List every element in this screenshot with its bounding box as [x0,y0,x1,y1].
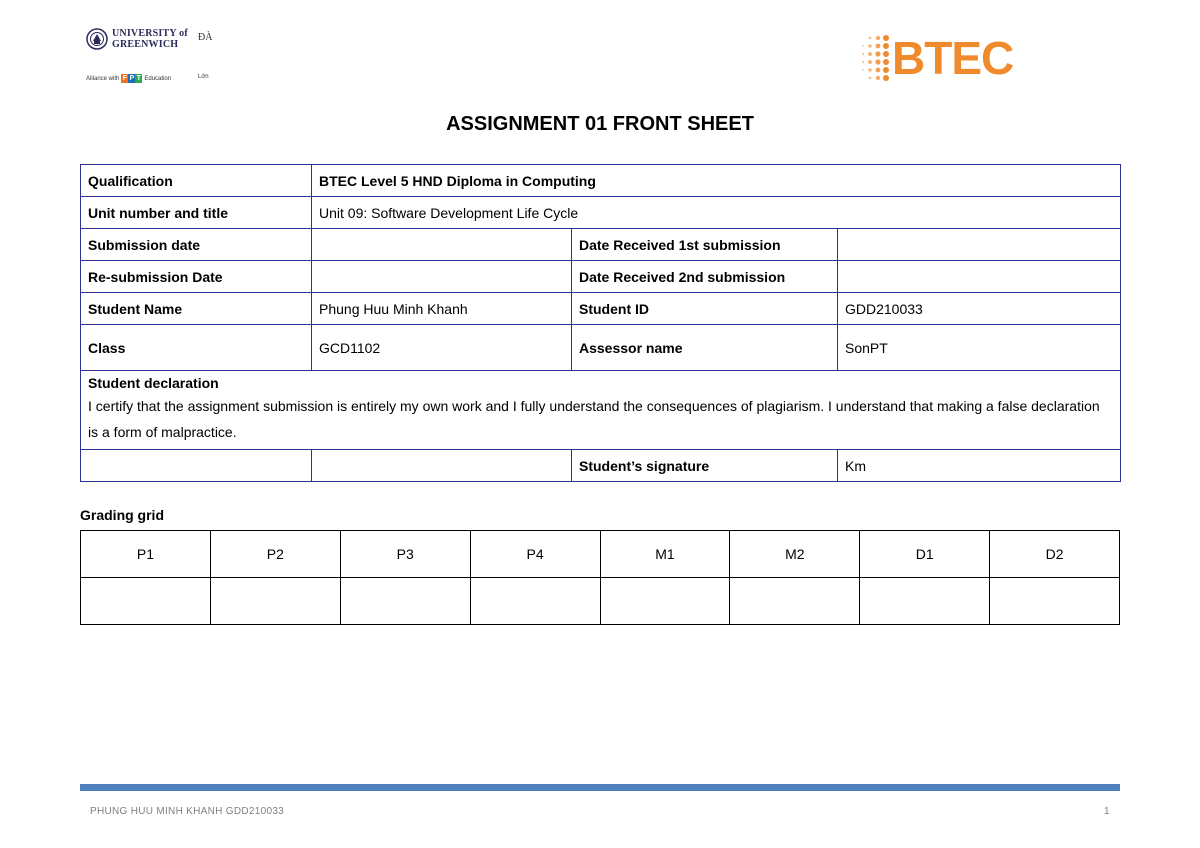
grade-cell [340,578,470,625]
university-logo [86,28,226,90]
university-name-line2: GREENWICH [112,39,179,50]
fpt-tail: Lớn [198,74,209,80]
submission-date-value [312,229,572,261]
fpt-logo [121,74,142,83]
date-received-2-label: Date Received 2nd submission [572,261,838,293]
table-row [81,293,1121,325]
grade-cell [990,578,1120,625]
btec-dots-icon [860,34,892,86]
table-row [81,197,1121,229]
grade-cell [81,578,211,625]
btec-wordmark: BTEC [892,32,1014,84]
fpt-letter-f: F [122,75,127,82]
date-received-1-value [838,229,1121,261]
table-row [81,229,1121,261]
criterion-p3: P3 [340,531,470,578]
fpt-suffix: Education [144,75,172,82]
criterion-p1: P1 [81,531,211,578]
submission-date-label: Submission date [81,229,312,261]
footer-divider [80,784,1120,791]
student-declaration [81,371,1121,450]
class-label: Class [81,325,312,371]
page-title: ASSIGNMENT 01 FRONT SHEET [446,113,754,135]
footer-text: PHUNG HUU MINH KHANH GDD210033 [90,806,285,817]
fpt-letter-t: T [136,75,141,82]
criterion-m1: M1 [600,531,730,578]
date-received-2-value [838,261,1121,293]
student-name-label: Student Name [81,293,312,325]
signature-label: Student’s signature [572,450,838,482]
fpt-letter-p: P [129,75,135,82]
qualification-value: BTEC Level 5 HND Diploma in Computing [312,165,1121,197]
front-sheet-table [80,164,1121,482]
grade-cell [730,578,860,625]
declaration-text: I certify that the assignment submission is entirely my own work and I fully understand the consequences of plagiarism. I understand that making a false declaration is a form of malpractice. [88,398,1100,440]
unit-value: Unit 09: Software Development Life Cycle [312,197,1121,229]
grading-grid-label: Grading grid [80,507,164,523]
university-seal-icon [86,28,108,50]
page-number: 1 [1104,806,1110,817]
grade-cell [860,578,990,625]
resubmission-date-label: Re-submission Date [81,261,312,293]
grading-grid-table [80,530,1120,625]
grade-cell [210,578,340,625]
assessor-value: SonPT [838,325,1121,371]
class-value: GCD1102 [312,325,572,371]
date-received-1-label: Date Received 1st submission [572,229,838,261]
student-id-value: GDD210033 [838,293,1121,325]
criterion-p2: P2 [210,531,340,578]
table-row [81,165,1121,197]
grading-value-row [81,578,1120,625]
student-id-label: Student ID [572,293,838,325]
university-name-line1: UNIVERSITY of [112,28,188,39]
university-suffix: ĐÀ [198,32,213,43]
table-row [81,325,1121,371]
table-row [81,371,1121,450]
resubmission-date-value [312,261,572,293]
btec-logo [860,34,1032,86]
grading-header-row [81,531,1120,578]
criterion-m2: M2 [730,531,860,578]
criterion-d2: D2 [990,531,1120,578]
student-name-value: Phung Huu Minh Khanh [312,293,572,325]
fpt-prefix: Alliance with [86,75,120,82]
assessor-label: Assessor name [572,325,838,371]
grade-cell [470,578,600,625]
signature-empty-cell [81,450,312,482]
declaration-heading: Student declaration [88,375,219,391]
qualification-label: Qualification [81,165,312,197]
fpt-alliance [86,74,171,83]
criterion-p4: P4 [470,531,600,578]
criterion-d1: D1 [860,531,990,578]
signature-empty-cell [312,450,572,482]
grade-cell [600,578,730,625]
table-row [81,450,1121,482]
unit-label: Unit number and title [81,197,312,229]
signature-value: Km [838,450,1121,482]
table-row [81,261,1121,293]
